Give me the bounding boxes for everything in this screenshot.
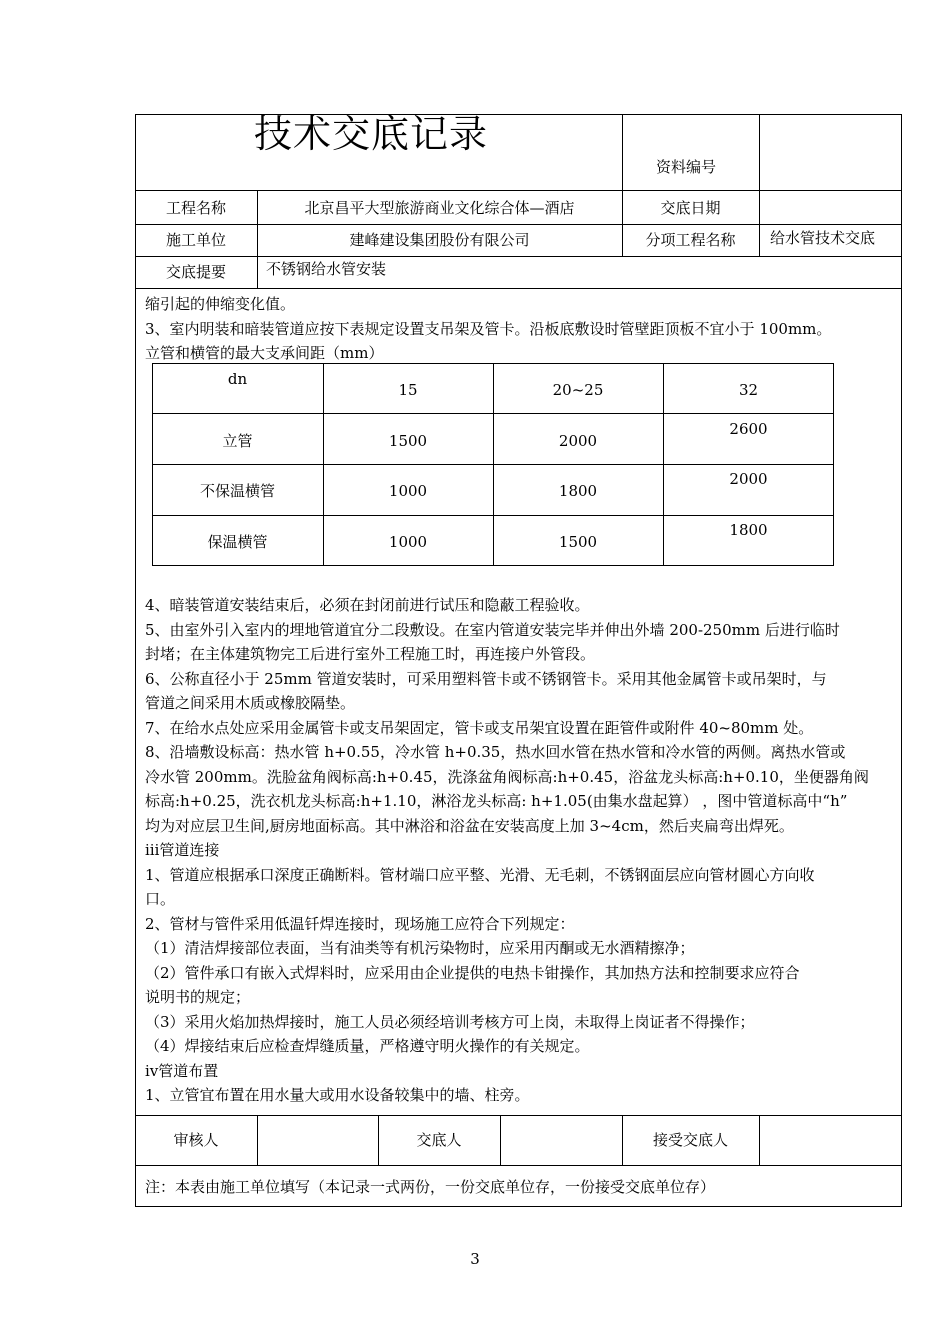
row-divider: [135, 224, 902, 225]
table-cell: 1800: [558, 482, 598, 500]
row-divider: [135, 288, 902, 289]
contractor-label: 施工单位: [165, 231, 226, 249]
table-header-cell: 32: [738, 381, 759, 399]
subproject-value: 给水管技术交底: [770, 229, 876, 247]
table-header-cell: 15: [398, 381, 418, 399]
page-number: 3: [470, 1250, 480, 1268]
form-note: 注：本表由施工单位填写（本记录一式两份，一份交底单位存，一份接受交底单位存）: [145, 1178, 716, 1196]
content-body: [145, 593, 895, 1108]
table-cell: 立管: [222, 432, 253, 450]
date-value[interactable]: [766, 198, 896, 218]
doc-no-label: 资料编号: [656, 158, 717, 176]
reviewer-value[interactable]: [262, 1126, 372, 1154]
content-line: 5、由室外引入室内的埋地管道宜分二段敷设。在室内管道安装完毕并伸出外墙 200-250mm 后进行临时: [145, 620, 840, 639]
content-line: 4、暗装管道安装结束后，必须在封闭前进行试压和隐蔽工程验收。: [145, 596, 590, 614]
content-line: 1、立管宜布置在用水量大或用水设备较集中的墙、柱旁。: [145, 1086, 530, 1104]
content-line: 缩引起的伸缩变化值。: [145, 295, 296, 313]
content-line: 封堵；在主体建筑物完工后进行室外工程施工时，再连接户外管段。: [145, 645, 596, 663]
receiver-value[interactable]: [764, 1126, 894, 1154]
content-line: （3）采用火焰加热焊接时，施工人员必须经培训考核方可上岗，未取得上岗证者不得操作；: [145, 1012, 755, 1031]
content-line: 管道之间采用木质或橡胶隔垫。: [145, 694, 356, 712]
content-line: 均为对应层卫生间,厨房地面标高。其中淋浴和浴盆在安装高度上加 3~4cm，然后夹扁弯出焊死。: [145, 816, 794, 835]
col-divider: [500, 1115, 501, 1165]
content-line: 口。: [145, 890, 176, 908]
table-cell: 1800: [729, 521, 768, 539]
section-heading: ⅳ管道布置: [145, 1061, 219, 1080]
content-line: 说明书的规定；: [145, 988, 251, 1006]
col-divider: [257, 1115, 258, 1165]
project-name-label: 工程名称: [165, 199, 226, 217]
table-cell: 保温横管: [207, 533, 268, 551]
table-cell: 2000: [729, 470, 768, 488]
table-cell: 不保温横管: [199, 482, 275, 500]
discloser-label: 交底人: [416, 1131, 462, 1149]
content-line: 1、管道应根据承口深度正确断料。管材端口应平整、光滑、无毛刺，不锈钢面层应向管材圆心方向收: [145, 865, 815, 884]
contractor-value: 建峰建设集团股份有限公司: [349, 231, 530, 249]
subproject-label: 分项工程名称: [645, 231, 736, 249]
doc-no-value[interactable]: [766, 157, 896, 177]
table-cell: 1500: [388, 432, 428, 450]
table-cell: 1500: [558, 533, 598, 551]
receiver-label: 接受交底人: [652, 1131, 728, 1149]
content-line: 2、管材与管件采用低温钎焊连接时，现场施工应符合下列规定：: [145, 914, 575, 933]
row-divider: [135, 256, 902, 257]
content-line: （1）清洁焊接部位表面，当有油类等有机污染物时，应采用丙酮或无水酒精擦净；: [145, 939, 695, 957]
col-divider: [759, 114, 760, 256]
content-line: 冷水管 200mm。洗脸盆角阀标高:h+0.45，洗涤盆角阀标高:h+0.45，浴盆龙头标高:h+0.10，坐便器角阀: [145, 767, 869, 786]
form-title: 技术交底记录: [254, 112, 489, 156]
reviewer-label: 审核人: [173, 1131, 219, 1149]
content-line: 立管和横管的最大支承间距（mm）: [145, 344, 384, 362]
table-cell: 1000: [388, 482, 428, 500]
content-line: 标高:h+0.25，洗衣机龙头标高:h+1.10，淋浴龙头标高: h+1.05(由集水盘起算） ，图中管道标高中“h”: [145, 792, 848, 810]
content-line: （2）管件承口有嵌入式焊料时，应采用由企业提供的电热卡钳操作，其加热方法和控制要求应符合: [145, 963, 800, 982]
col-divider: [759, 1115, 760, 1165]
table-cell: 2600: [729, 420, 768, 438]
row-divider: [135, 1165, 902, 1166]
content-line: （4）焊接结束后应检查焊缝质量，严格遵守明火操作的有关规定。: [145, 1037, 590, 1055]
table-cell: 1000: [388, 533, 428, 551]
row-divider: [135, 190, 902, 191]
project-name-value: 北京昌平大型旅游商业文化综合体—酒店: [304, 199, 575, 217]
section-heading: ⅲ管道连接: [145, 841, 220, 859]
table-header-cell: dn: [227, 370, 248, 388]
content-line: 3、室内明装和暗装管道应按下表规定设置支吊架及管卡。沿板底敷设时管壁距顶板不宜小于 100mm。: [145, 319, 832, 338]
summary-label: 交底提要: [165, 263, 226, 281]
content-intro: [145, 292, 895, 366]
content-line: 6、公称直径小于 25mm 管道安装时，可采用塑料管卡或不锈钢管卡。采用其他金属管卡或吊架时，与: [145, 669, 827, 688]
date-label: 交底日期: [660, 199, 721, 217]
discloser-value[interactable]: [505, 1126, 615, 1154]
table-cell: 2000: [558, 432, 598, 450]
content-line: 8、沿墙敷设标高：热水管 h+0.55，冷水管 h+0.35，热水回水管在热水管和冷水管的两侧。离热水管或: [145, 743, 846, 761]
table-header-cell: 20~25: [552, 381, 604, 399]
summary-value: 不锈钢给水管安装: [266, 260, 387, 278]
row-divider: [135, 1115, 902, 1116]
content-line: 7、在给水点处应采用金属管卡或支吊架固定，管卡或支吊架宜设置在距管件或附件 40~80mm 处。: [145, 718, 814, 737]
